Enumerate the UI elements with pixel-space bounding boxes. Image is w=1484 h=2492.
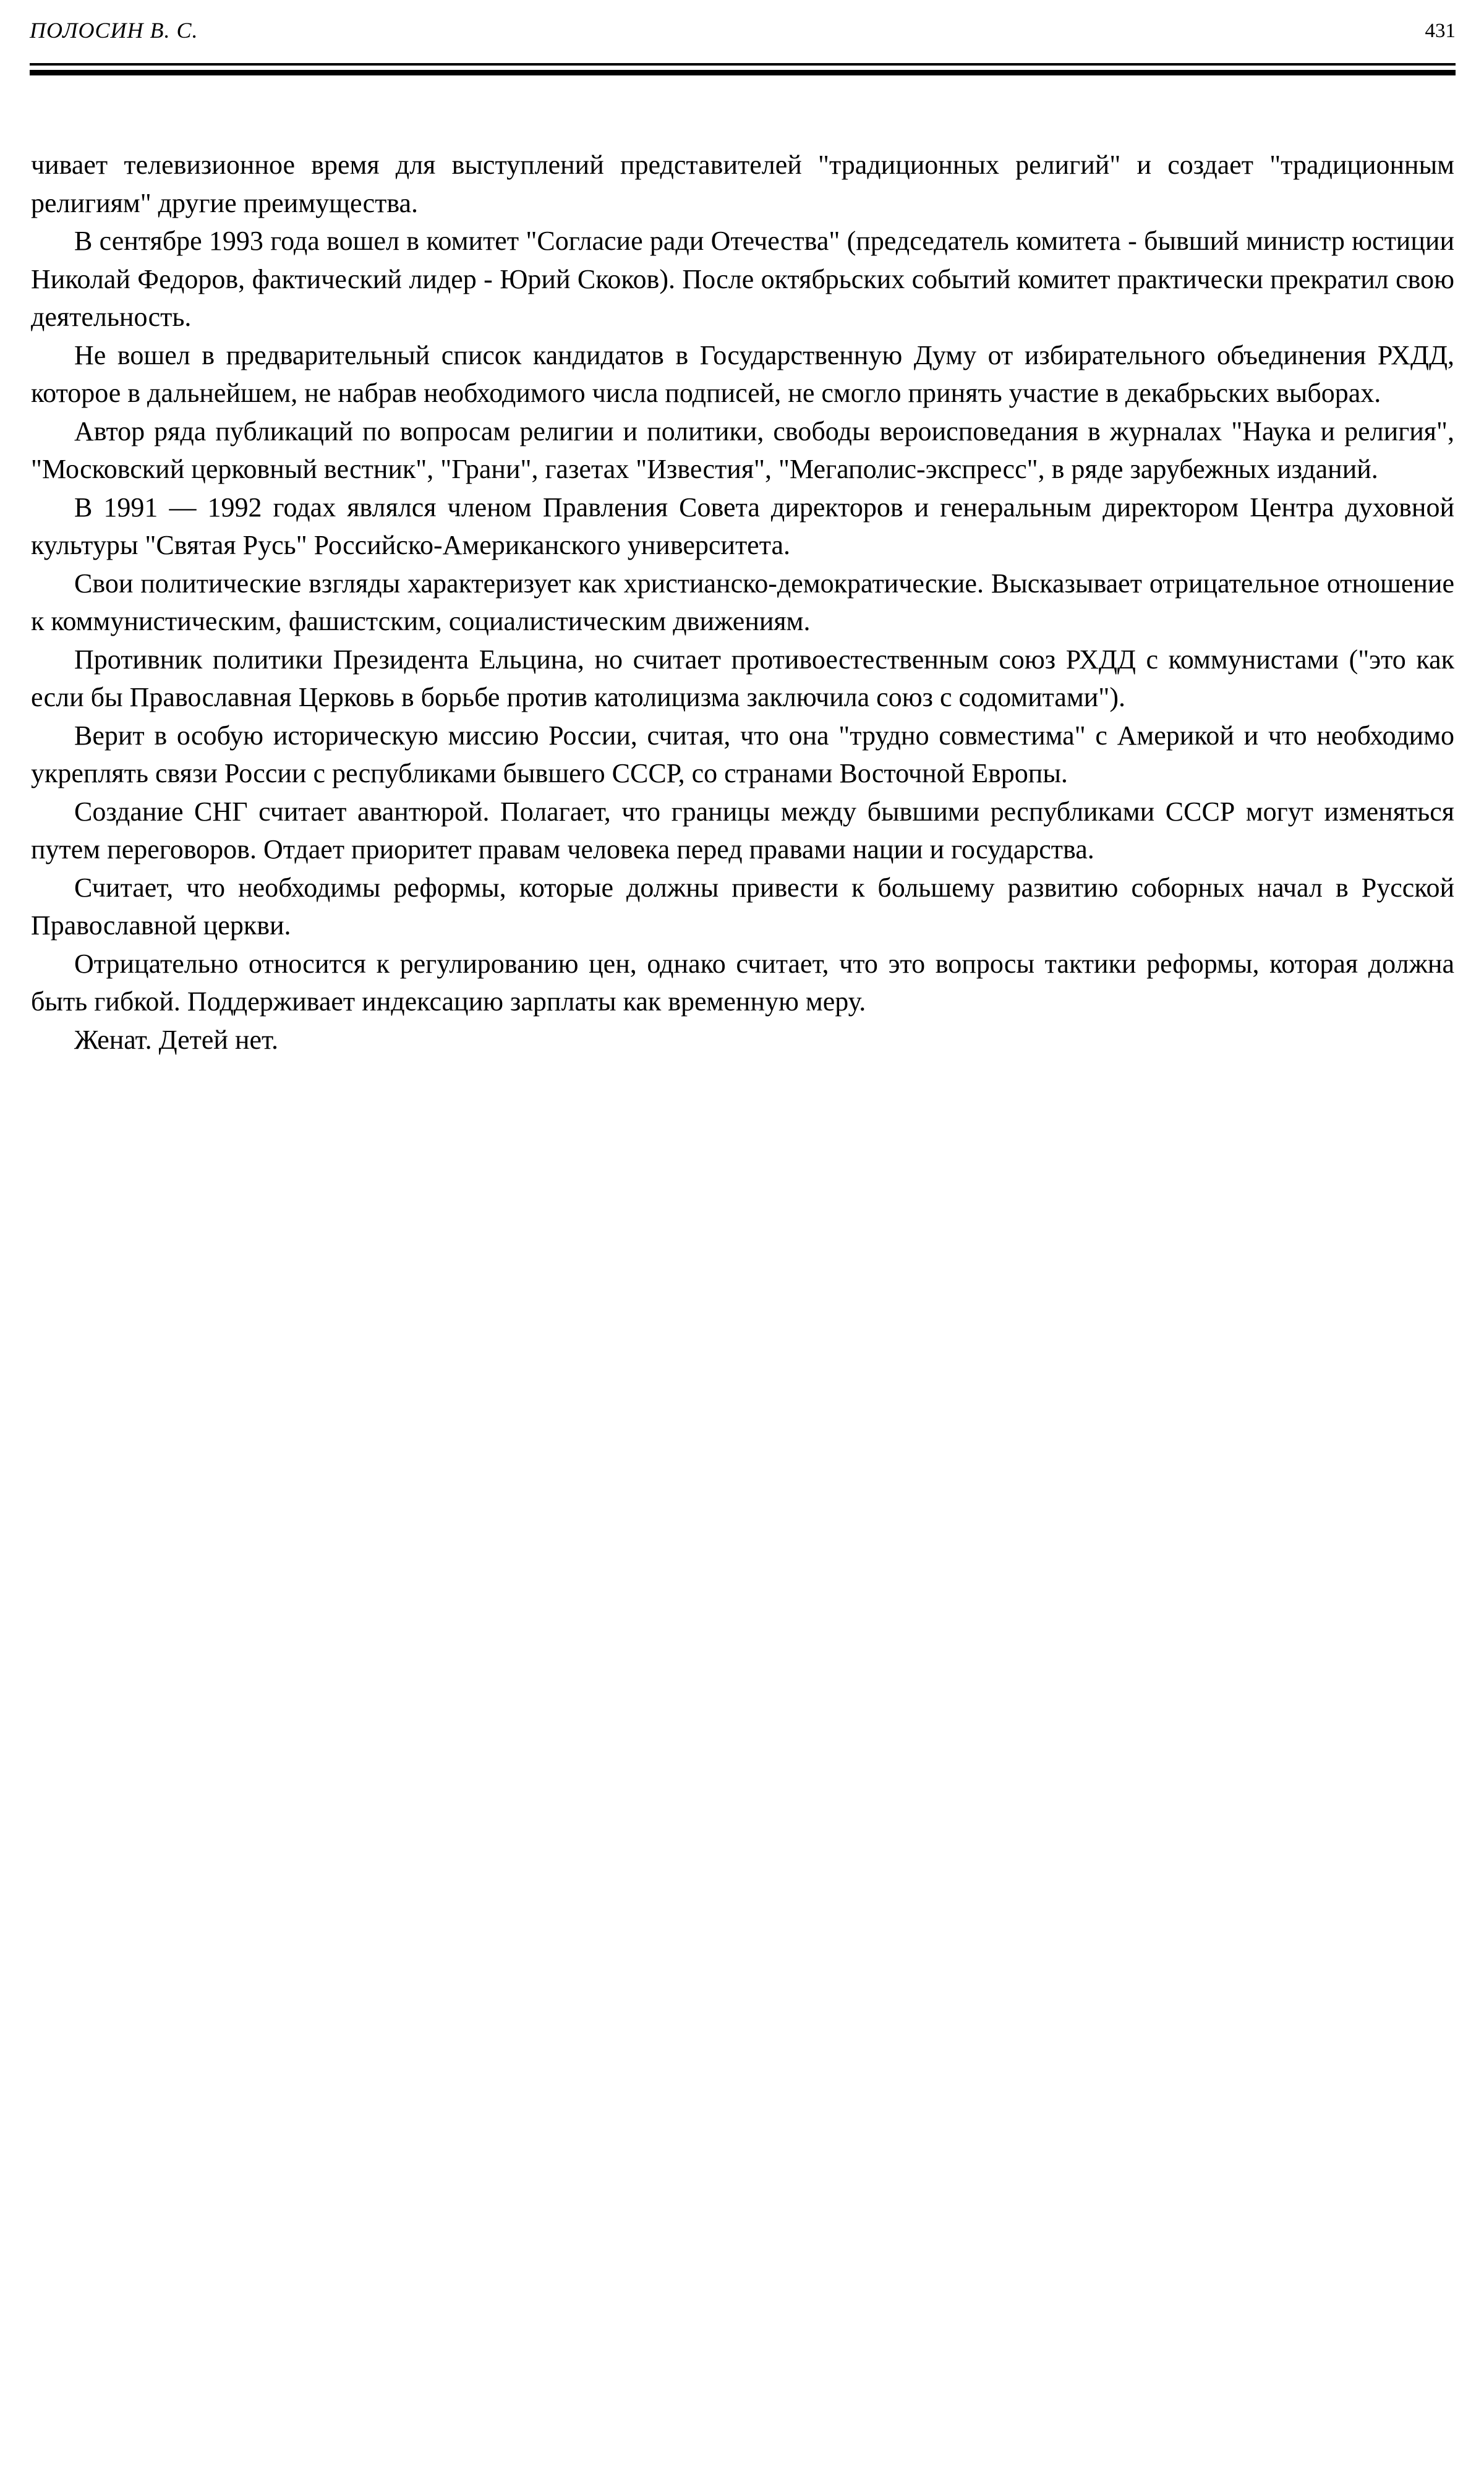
page-header (30, 17, 1456, 54)
header-rule-thick (30, 70, 1456, 75)
paragraph: Женат. Детей нет. (74, 1024, 278, 1055)
body-text (31, 146, 1454, 1059)
paragraph-continuation: чивает телевизионное время для выступлений представителей "традиционных религий" и создает "традиционным религиям" другие преимущества. (31, 150, 1454, 218)
running-head: ПОЛОСИН В. С. (30, 18, 198, 43)
paragraph: В 1991 — 1992 годах являлся членом Правления Совета директоров и генеральным директором Центра духовной культуры "Святая Русь" Российско-Американского университета. (31, 492, 1454, 560)
paragraph: Не вошел в предварительный список кандидатов в Государственную Думу от избирательного объединения РХДД, которое в дальнейшем, не набрав необходимого числа подписей, не смогло принять участие в декабрьских выборах. (31, 339, 1454, 408)
paragraph: Считает, что необходимы реформы, которые должны привести к большему развитию соборных начал в Русской Православной церкви. (31, 872, 1454, 941)
paragraph: Создание СНГ считает авантюрой. Полагает, что границы между бывшими республиками СССР могут изменяться путем переговоров. Отдает приоритет правам человека перед правами нации и государства. (31, 796, 1454, 864)
paragraph: Верит в особую историческую миссию России, считая, что она "трудно совместима" с Америкой и что необходимо укреплять связи России с республиками бывшего СССР, со странами Восточной Европы. (31, 720, 1454, 788)
paragraph: Противник политики Президента Ельцина, но считает противоестественным союз РХДД с коммунистами ("это как если бы Православная Церковь в борьбе против католицизма заключила союз с содомитами"). (31, 644, 1454, 712)
header-rule-thin (30, 63, 1456, 66)
paragraph: Отрицательно относится к регулированию цен, однако считает, что это вопросы тактики реформы, которая должна быть гибкой. Поддерживает индексацию зарплаты как временную меру. (31, 948, 1454, 1017)
page-number: 431 (1425, 20, 1456, 42)
paragraph: Автор ряда публикаций по вопросам религии и политики, свободы вероисповедания в журналах "Наука и религия", "Московский церковный вестник", "Грани", газетах "Известия", "Мегаполис-экспресс", в ряде зарубежных изданий. (31, 416, 1454, 484)
paragraph: В сентябре 1993 года вошел в комитет "Согласие ради Отечества" (председатель комитета - бывший министр юстиции Николай Федоров, фактический лидер - Юрий Скоков). После октябрьских событий комитет практически прекратил свою деятельность. (31, 226, 1454, 332)
paragraph: Свои политические взгляды характеризует как христианско-демократические. Высказывает отрицательное отношение к коммунистическим, фашистским, социалистическим движениям. (31, 568, 1454, 636)
